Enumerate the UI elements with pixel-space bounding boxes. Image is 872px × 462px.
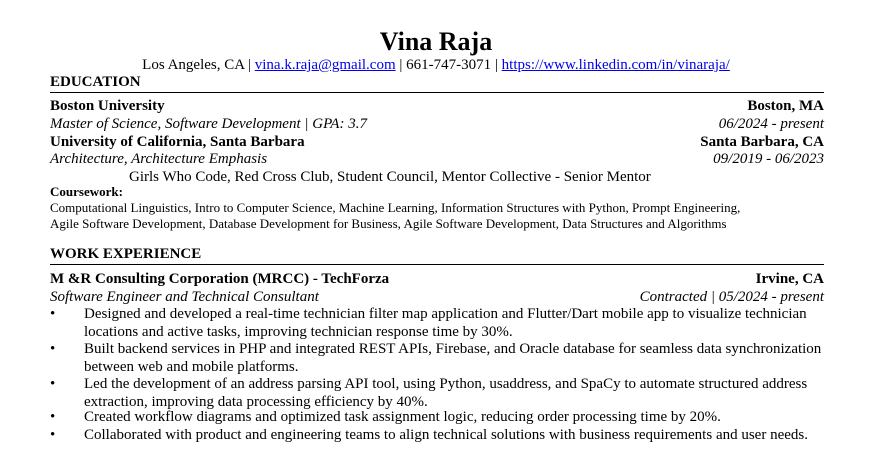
degree-text: Master of Science, Software Development | GPA: 3.7 — [50, 116, 367, 132]
school-location: Boston, MA — [747, 98, 824, 114]
location-text: Los Angeles, CA — [142, 57, 245, 73]
section-divider — [50, 92, 824, 93]
job-title-row — [50, 288, 824, 306]
coursework-line: Agile Software Development, Database Development for Business, Agile Software Development, Data Structures and Algorithms — [50, 216, 727, 231]
degree-row — [50, 150, 824, 168]
separator: | — [395, 57, 407, 73]
education-heading: EDUCATION — [50, 74, 141, 90]
bullet-text: Collaborated with product and engineering teams to align technical solutions with business requirements and user needs. — [84, 427, 808, 443]
email-link[interactable]: vina.k.raja@gmail.com — [254, 57, 396, 73]
linkedin-link[interactable]: https://www.linkedin.com/in/vinaraja/ — [501, 57, 730, 73]
school-name: University of California, Santa Barbara — [50, 134, 305, 150]
phone-text: 661-747-3071 — [406, 57, 492, 73]
bullet-item — [50, 426, 824, 462]
bullet-text: Built backend services in PHP and integrated REST APIs, Firebase, and Oracle database for seamless data synchronization between web and mobile platforms. — [84, 341, 822, 375]
bullet-icon: • — [50, 409, 56, 425]
bullet-item — [50, 375, 824, 411]
bullet-icon: • — [50, 341, 56, 357]
section-divider — [50, 264, 824, 265]
job-title: Software Engineer and Technical Consultant — [50, 289, 319, 305]
degree-row — [50, 115, 824, 133]
degree-dates: 06/2024 - present — [718, 116, 824, 132]
company-row — [50, 270, 824, 288]
company-location: Irvine, CA — [755, 271, 824, 287]
candidate-name: Vina Raja — [379, 27, 493, 56]
bullet-item — [50, 305, 824, 341]
separator: | — [491, 57, 502, 73]
job-dates: Contracted | 05/2024 - present — [639, 289, 824, 305]
school-location: Santa Barbara, CA — [700, 134, 824, 150]
bullet-text: Led the development of an address parsing API tool, using Python, usaddress, and SpaCy to automate structured address extraction, improving data processing efficiency by 40%. — [84, 376, 808, 410]
company-name: M &R Consulting Corporation (MRCC) - TechForza — [50, 271, 390, 287]
bullet-item — [50, 340, 824, 376]
school-row — [50, 133, 824, 151]
contact-line — [0, 56, 872, 74]
coursework-line: Computational Linguistics, Intro to Computer Science, Machine Learning, Information Structures with Python, Prompt Engineering, — [50, 200, 741, 215]
bullet-icon: • — [50, 306, 56, 322]
bullet-icon: • — [50, 376, 56, 392]
degree-text: Architecture, Architecture Emphasis — [50, 151, 268, 167]
school-name: Boston University — [50, 98, 165, 114]
separator: | — [244, 57, 255, 73]
school-row — [50, 97, 824, 115]
activities-text: Girls Who Code, Red Cross Club, Student Council, Mentor Collective - Senior Mentor — [129, 169, 651, 185]
coursework-label: Coursework: — [50, 184, 123, 199]
bullet-text: Created workflow diagrams and optimized task assignment logic, reducing order processing time by 20%. — [84, 409, 721, 425]
bullet-item — [50, 408, 824, 426]
experience-heading: WORK EXPERIENCE — [50, 246, 202, 262]
bullet-text: Designed and developed a real-time technician filter map application and Flutter/Dart mobile app to visualize technician locations and active tasks, improving technician response time by 30%. — [84, 306, 807, 340]
bullet-icon: • — [50, 427, 56, 443]
degree-dates: 09/2019 - 06/2023 — [713, 151, 824, 167]
